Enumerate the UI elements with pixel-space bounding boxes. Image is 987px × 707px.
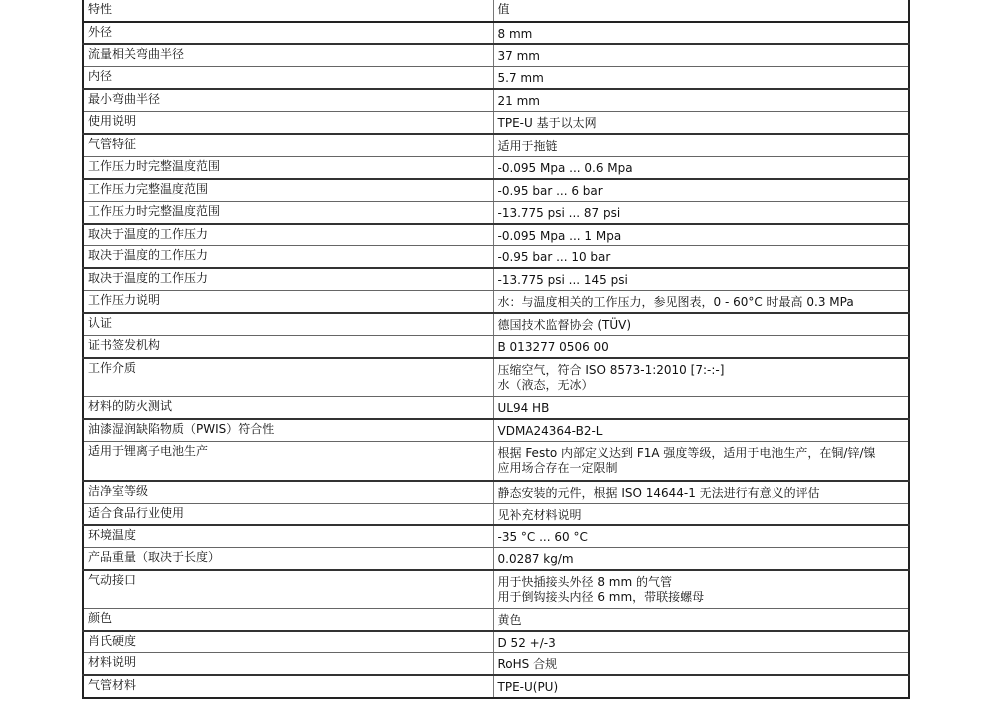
property-cell: 取决于温度的工作压力 [83, 268, 493, 290]
table-row [83, 397, 909, 419]
property-cell: 气动接口 [83, 570, 493, 608]
value-cell: UL94 HB [493, 397, 909, 419]
property-cell: 外径 [83, 22, 493, 44]
value-cell: 根据 Festo 内部定义达到 F1A 强度等级，适用于电池生产，在铜/锌/镍 应用场合存在一定限制 [493, 442, 909, 481]
value-cell: 适用于拖链 [493, 134, 909, 156]
property-cell: 肖氏硬度 [83, 631, 493, 653]
property-cell: 流量相关弯曲半径 [83, 44, 493, 66]
property-cell: 内径 [83, 67, 493, 89]
value-cell: 静态安装的元件，根据 ISO 14644-1 无法进行有意义的评估 [493, 481, 909, 503]
spec-table [82, 0, 910, 699]
value-cell: RoHS 合规 [493, 653, 909, 675]
property-cell: 最小弯曲半径 [83, 89, 493, 111]
table-row [83, 22, 909, 44]
value-cell: TPE-U(PU) [493, 675, 909, 697]
table-row [83, 134, 909, 156]
value-cell: -35 °C ... 60 °C [493, 525, 909, 547]
table-row [83, 179, 909, 201]
property-cell: 工作压力时完整温度范围 [83, 201, 493, 223]
property-cell: 工作介质 [83, 358, 493, 397]
value-cell: 5.7 mm [493, 67, 909, 89]
value-cell: -13.775 psi ... 87 psi [493, 201, 909, 223]
value-cell: 用于快插接头外径 8 mm 的气管 用于倒钩接头内径 6 mm，带联接螺母 [493, 570, 909, 608]
value-cell: -0.095 Mpa ... 0.6 Mpa [493, 156, 909, 178]
property-cell: 气管特征 [83, 134, 493, 156]
value-cell: 37 mm [493, 44, 909, 66]
property-cell: 气管材料 [83, 675, 493, 697]
property-cell: 颜色 [83, 608, 493, 630]
property-cell: 材料的防火测试 [83, 397, 493, 419]
table-row [83, 570, 909, 608]
value-cell: 水：与温度相关的工作压力，参见图表，0 - 60°C 时最高 0.3 MPa [493, 291, 909, 313]
table-row [83, 201, 909, 223]
value-cell: 压缩空气，符合 ISO 8573-1:2010 [7:-:-] 水（液态，无冰） [493, 358, 909, 397]
value-cell: -0.095 Mpa ... 1 Mpa [493, 224, 909, 246]
property-cell: 取决于温度的工作压力 [83, 246, 493, 268]
property-cell: 洁净室等级 [83, 481, 493, 503]
property-cell: 油漆湿润缺陷物质（PWIS）符合性 [83, 419, 493, 441]
value-cell: 8 mm [493, 22, 909, 44]
column-header-property: 特性 [83, 0, 493, 22]
property-cell: 工作压力时完整温度范围 [83, 156, 493, 178]
value-cell: VDMA24364-B2-L [493, 419, 909, 441]
table-row [83, 631, 909, 653]
property-cell: 证书签发机构 [83, 335, 493, 357]
property-cell: 使用说明 [83, 112, 493, 134]
table-row [83, 89, 909, 111]
value-cell: 21 mm [493, 89, 909, 111]
value-cell: -13.775 psi ... 145 psi [493, 268, 909, 290]
table-row [83, 268, 909, 290]
table-row [83, 67, 909, 89]
table-row [83, 675, 909, 697]
table-header-row [83, 0, 909, 22]
table-row [83, 503, 909, 525]
value-cell: TPE-U 基于以太网 [493, 112, 909, 134]
table-row [83, 442, 909, 481]
table-row [83, 44, 909, 66]
property-cell: 适合食品行业使用 [83, 503, 493, 525]
property-cell: 产品重量（取决于长度） [83, 548, 493, 570]
property-cell: 取决于温度的工作压力 [83, 224, 493, 246]
table-body [83, 22, 909, 698]
table-row [83, 156, 909, 178]
table-row [83, 246, 909, 268]
value-cell: D 52 +/-3 [493, 631, 909, 653]
property-cell: 认证 [83, 313, 493, 335]
property-cell: 材料说明 [83, 653, 493, 675]
value-cell: 德国技术监督协会 (TÜV) [493, 313, 909, 335]
value-cell: 黄色 [493, 608, 909, 630]
value-cell: -0.95 bar ... 10 bar [493, 246, 909, 268]
table-row [83, 653, 909, 675]
property-cell: 工作压力完整温度范围 [83, 179, 493, 201]
value-cell: -0.95 bar ... 6 bar [493, 179, 909, 201]
table-row [83, 313, 909, 335]
value-cell: B 013277 0506 00 [493, 335, 909, 357]
property-cell: 环境温度 [83, 525, 493, 547]
table-row [83, 419, 909, 441]
column-header-value: 值 [493, 0, 909, 22]
value-cell: 见补充材料说明 [493, 503, 909, 525]
table-row [83, 112, 909, 134]
property-cell: 适用于锂离子电池生产 [83, 442, 493, 481]
table-row [83, 224, 909, 246]
table-row [83, 335, 909, 357]
table-row [83, 481, 909, 503]
table-row [83, 358, 909, 397]
property-cell: 工作压力说明 [83, 291, 493, 313]
table-row [83, 548, 909, 570]
table-row [83, 291, 909, 313]
table-row [83, 608, 909, 630]
value-cell: 0.0287 kg/m [493, 548, 909, 570]
table-row [83, 525, 909, 547]
